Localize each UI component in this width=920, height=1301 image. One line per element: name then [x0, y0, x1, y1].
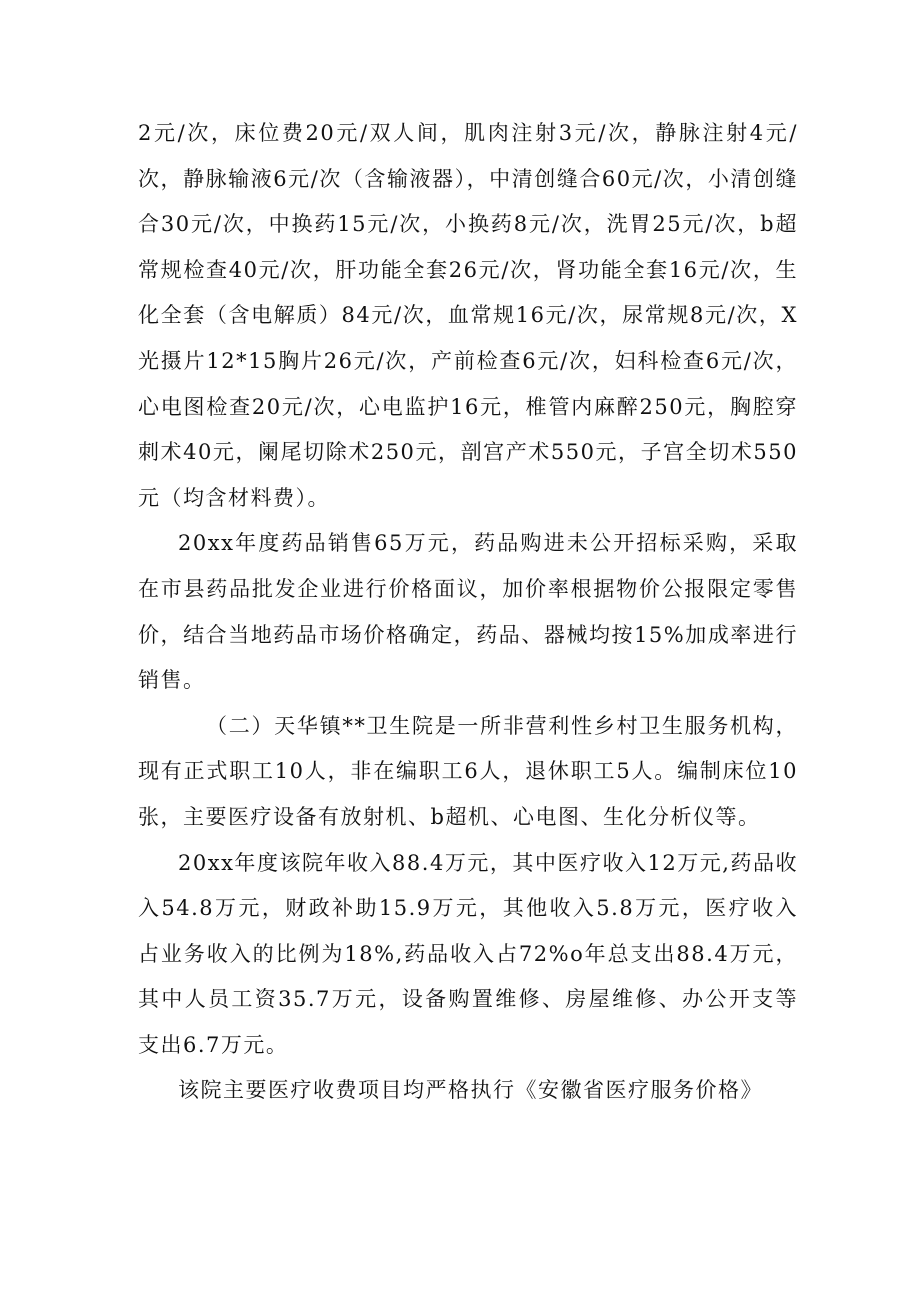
- paragraph-income-summary: 20xx年度该院年收入88.4万元，其中医疗收入12万元,药品收入54.8万元，财政补助15.9万元，其他收入5.8万元，医疗收入占业务收入的比例为18%,药品收入占72%o年总支出88.4万元，其中人员工资35.7万元，设备购置维修、房屋维修、办公开支等支出6.7万元。: [138, 850, 798, 1057]
- paragraph-fee-standards: 该院主要医疗收费项目均严格执行《安徽省医疗服务价格》: [178, 1078, 763, 1103]
- paragraph-hospital-profile: （二）天华镇**卫生院是一所非营利性乡村卫生服务机构，现有正式职工10人，非在编职工6人，退休职工5人。编制床位10张，主要医疗设备有放射机、b超机、心电图、生化分析仪等。: [138, 713, 798, 829]
- paragraph-drug-sales: 20xx年度药品销售65万元，药品购进未公开招标采购，采取在市县药品批发企业进行价格面议，加价率根据物价公报限定零售价，结合当地药品市场价格确定，药品、器械均按15%加成率进行销售。: [138, 531, 798, 693]
- document-body: [138, 111, 798, 1114]
- paragraph-fee-list: 2元/次，床位费20元/双人间，肌肉注射3元/次，静脉注射4元/次，静脉输液6元/次（含输液器），中清创缝合60元/次，小清创缝合30元/次，中换药15元/次，小换药8元/次，洗胃25元/次，b超常规检查40元/次，肝功能全套26元/次，肾功能全套16元/次，生化全套（含电解质）84元/次，血常规16元/次，尿常规8元/次，X光摄片12*15胸片26元/次，产前检查6元/次，妇科检查6元/次，心电图检查20元/次，心电监护16元，椎管内麻醉250元，胸腔穿刺术40元，阑尾切除术250元，剖宫产术550元，子宫全切术550元（均含材料费）。: [138, 121, 798, 510]
